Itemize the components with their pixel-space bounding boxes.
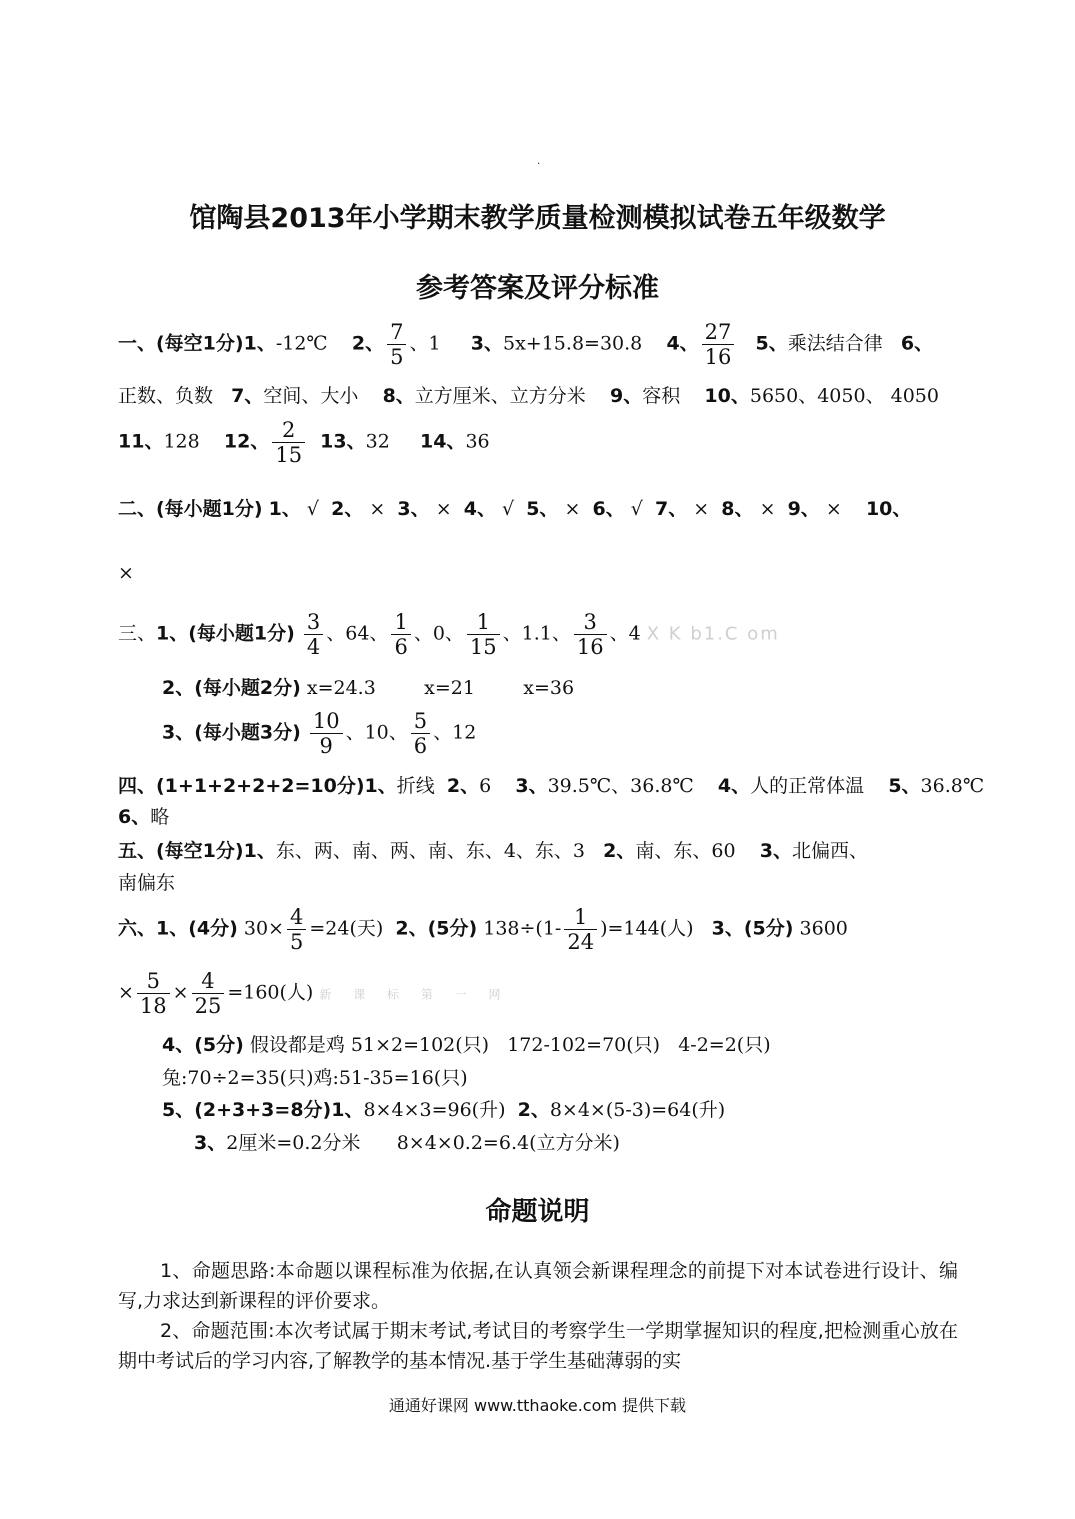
fraction: $\frac{10}{9}$ (310, 709, 343, 758)
answer: 32 (365, 430, 390, 453)
section-2-heading: 二、(每小题1分) (118, 498, 263, 520)
section-1-line-3 (118, 418, 490, 467)
stray-dot: . (537, 156, 541, 167)
q-number: 8、 (382, 385, 415, 407)
explanation-title: 命题说明 (485, 1197, 590, 1227)
fraction: $\frac{5}{6}$ (411, 709, 430, 758)
fraction: $\frac{1}{6}$ (391, 610, 410, 659)
answer: 正数、负数 (118, 385, 214, 407)
section-5-line-1: 五、(每空1分)1、东、两、南、两、南、东、4、东、3 2、南、东、60 3、北偏西、 (118, 840, 868, 862)
fraction: $\frac{7}{5}$ (387, 320, 406, 369)
answer: 容积 (642, 385, 681, 407)
q-number: 14、 (420, 430, 466, 453)
q-number: 7、 (231, 385, 264, 407)
section-6-line-2: × $\frac{5}{18}$ × $\frac{4}{25}$ =160(人) 新 课 标 第 一 网 (118, 969, 510, 1018)
fraction: $\frac{4}{25}$ (192, 969, 225, 1018)
section-3-line-2 (162, 675, 574, 701)
section-2-line-2 (118, 560, 134, 586)
q-number: 4、 (666, 332, 699, 355)
section-5-line-2: 南偏东 (118, 872, 176, 894)
explanation-paragraph-1: 1、命题思路:本命题以课程标准为依据,在认真领会新课程理念的前提下对本试卷进行设计、编写,力求达到新课程的评价要求。 (118, 1260, 958, 1312)
fraction: $\frac{1}{15}$ (467, 610, 500, 659)
q-number: 1、 (243, 332, 276, 355)
q-number: 10、 (704, 385, 750, 407)
q-number: 3、 (470, 332, 503, 355)
answer: 128 (163, 430, 200, 453)
fraction: $\frac{4}{5}$ (287, 905, 306, 954)
section-1-line-1 (118, 320, 933, 369)
section-6-line-1: 六、1、(4分) 30× $\frac{4}{5}$ =24(天) 2、(5分) 138÷(1- $\frac{1}{24}$ )=144(人) 3、(5分) 3600 (118, 905, 848, 954)
q-number: 9、 (609, 385, 643, 407)
fraction: $\frac{1}{24}$ (564, 905, 597, 954)
q-number: 2、 (351, 332, 385, 355)
sub-heading: 3、(每小题3分) (162, 721, 301, 744)
answer: x=24.3 x=21 x=36 (306, 677, 575, 699)
watermark: X K b1.C om (646, 623, 780, 645)
sub-heading: 2、(每小题2分) (162, 677, 301, 699)
q-number: 12、 (223, 430, 270, 453)
fraction: $\frac{3}{16}$ (574, 610, 607, 659)
page-subtitle: 参考答案及评分标准 (416, 273, 659, 304)
section-3-heading: 三、 (118, 622, 157, 645)
section-6-line-3: 4、(5分) 假设都是鸡 51×2=102(只) 172-102=70(只) 4-2=2(只) (162, 1034, 771, 1056)
q-number: 5、 (755, 332, 788, 355)
answer: 乘法结合律 (787, 332, 883, 355)
q-number: 11、 (118, 430, 164, 453)
fraction: $\frac{5}{18}$ (137, 969, 170, 1018)
fraction: $\frac{27}{16}$ (702, 320, 735, 369)
section-3-line-1: 三、1、(每小题1分) $\frac{3}{4}$ 、64、 $\frac{1}{6}$ 、0、 $\frac{1}{15}$ 、1.1、 $\frac{3}{16}$ 、4 X K b1.C om (118, 610, 780, 659)
answer: 空间、大小 (263, 385, 359, 407)
answer: 、1 (409, 332, 441, 355)
section-1-heading: 一、(每空1分) (118, 332, 244, 355)
q-number: 13、 (320, 430, 366, 453)
section-6-line-6: 3、2厘米=0.2分米 8×4×0.2=6.4(立方分米) (194, 1132, 620, 1154)
section-3-line-3: 3、(每小题3分) $\frac{10}{9}$ 、10、 $\frac{5}{6}$ 、12 (162, 709, 477, 758)
answer: 5x+15.8=30.8 (503, 332, 643, 355)
answer: × (118, 562, 134, 584)
q-number: 6、 (900, 332, 934, 355)
section-4-line-2: 6、略 (118, 806, 170, 828)
section-4-line-1: 四、(1+1+2+2+2=10分)1、折线 2、6 3、39.5℃、36.8℃ 4、人的正常体温 5、36.8℃ (118, 775, 985, 797)
page-title: 馆陶县2013年小学期末教学质量检测模拟试卷五年级数学 (189, 203, 886, 234)
explanation-paragraph-2: 2、命题范围:本次考试属于期末考试,考试目的考察学生一学期掌握知识的程度,把检测重心放在期中考试后的学习内容,了解教学的基本情况.基于学生基础薄弱的实 (118, 1320, 958, 1372)
answer: 36 (465, 430, 490, 453)
page-footer: 通通好课网 www.tthaoke.com 提供下载 (388, 1396, 687, 1415)
section-6-line-5: 5、(2+3+3=8分)1、8×4×3=96(升) 2、8×4×(5-3)=64(升) (162, 1099, 726, 1121)
section-1-line-2 (118, 383, 939, 409)
answer: 立方厘米、立方分米 (414, 385, 586, 407)
watermark: 新 课 标 第 一 网 (319, 987, 510, 1002)
answer: 5650、4050、 4050 (749, 385, 939, 407)
fraction: $\frac{2}{15}$ (272, 418, 305, 467)
section-2-line-1: 二、(每小题1分) 1、 √ 2、 × 3、 × 4、 √ 5、 × 6、 √ 7、 × 8、 × 9、 × 10、 (118, 498, 912, 520)
answer: -12℃ (275, 332, 328, 355)
section-6-heading: 六、 (118, 917, 157, 940)
sub-heading: 1、(每小题1分) (156, 622, 295, 645)
section-6-line-4: 兔:70÷2=35(只)鸡:51-35=16(只) (162, 1067, 468, 1089)
section-5-heading: 五、(每空1分) (118, 840, 244, 862)
section-4-heading: 四、(1+1+2+2+2=10分) (118, 775, 365, 797)
fraction: $\frac{3}{4}$ (304, 610, 323, 659)
